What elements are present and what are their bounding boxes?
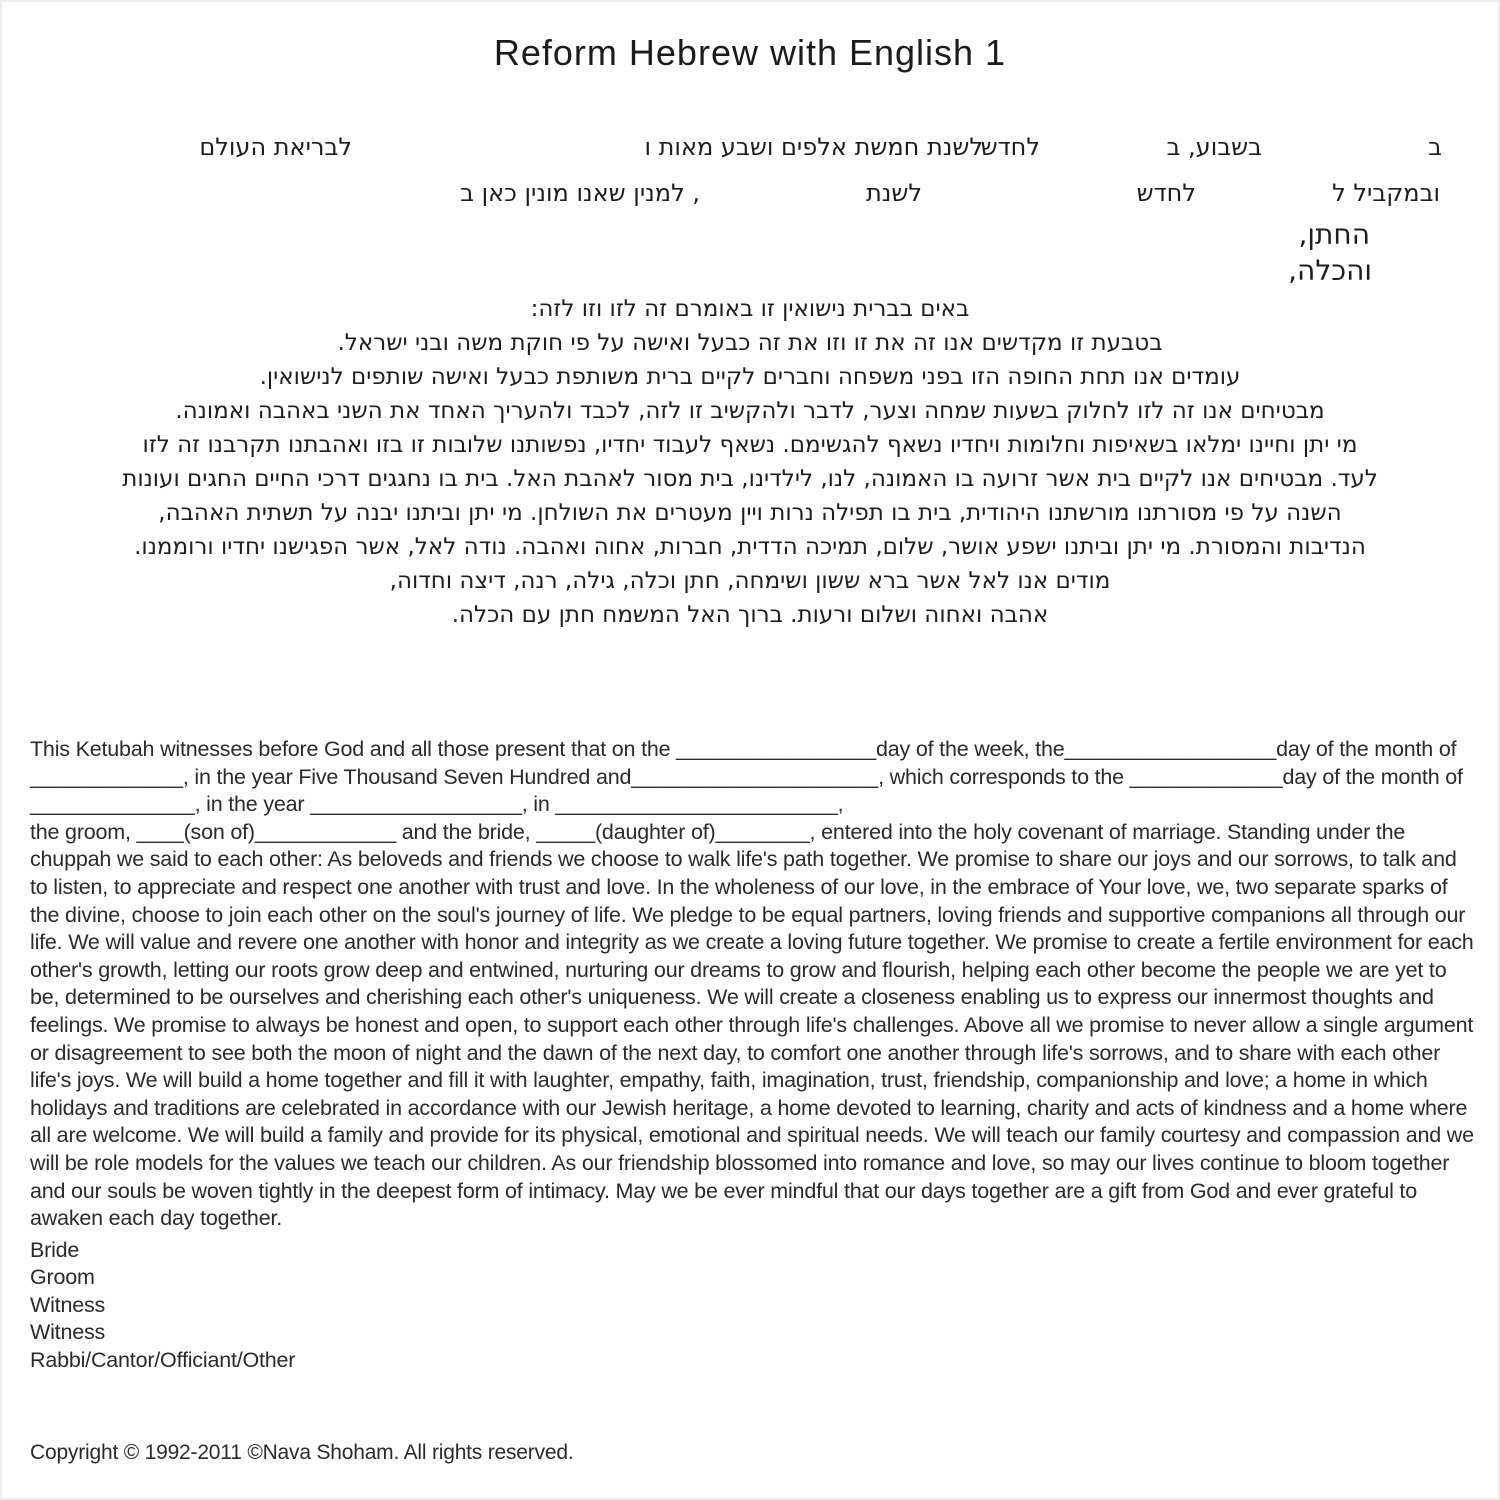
signature-label-officiant: Rabbi/Cantor/Officiant/Other bbox=[30, 1348, 296, 1373]
hebrew-text-line: הנדיבות והמסורת. מי יתן וביתנו ישפע אושר, שלום, תמיכה הדדית, חברות, אחוה ואהבה. נודה לאל, אשר הפגישנו יחדיו ורוממנו. bbox=[134, 534, 1366, 560]
hebrew-date-fragment-creation: לבריאת העולם bbox=[199, 133, 352, 161]
signature-label-witness-1: Witness bbox=[30, 1292, 106, 1317]
hebrew-date-fragment-corresponding: ובמקביל ל bbox=[1332, 179, 1440, 207]
english-intro-text: This Ketubah witnesses before God and all those present that on the _________________day of the week, the__________________day of the month of _____________, in the year Five Thousand Seven Hundred and_____________________, which corresponds to the _____________day of the month of ______________, in the year __________________, in ________________________, bbox=[30, 737, 1463, 817]
hebrew-text-line: בטבעת זו מקדשים אנו זה את זו וזו את זה כבעל ואישה על פי חוקת משה ובני ישראל. bbox=[337, 330, 1163, 356]
hebrew-bride-label: והכלה, bbox=[1288, 254, 1372, 287]
signature-block bbox=[30, 1237, 1474, 1375]
hebrew-text-line: מודים אנו לאל אשר ברא ששון ושימחה, חתן וכלה, גילה, רנה, דיצה וחדוה, bbox=[389, 568, 1111, 594]
signature-label-witness-2: Witness bbox=[30, 1320, 106, 1345]
hebrew-vows-paragraph bbox=[40, 292, 1460, 632]
hebrew-date-fragment-year-2: לשנת bbox=[865, 179, 922, 207]
hebrew-groom-label: החתן, bbox=[1298, 218, 1370, 251]
hebrew-text-line: אהבה ואחוה ושלום ורעות. ברוך האל המשמח חתן עם הכלה. bbox=[451, 602, 1049, 628]
hebrew-text-line: השנה על פי מסורתנו מורשתנו היהודית, בית בו תפילה נרות ויין מעטרים את השולחן. מי יתן וביתנו יבנה על תשתית האהבה, bbox=[158, 500, 1342, 526]
hebrew-date-fragment-month: לחדש bbox=[980, 133, 1040, 161]
hebrew-date-fragment-month-2: לחדש bbox=[1136, 179, 1196, 207]
hebrew-date-fragment-week: בשבוע, ב bbox=[1166, 133, 1262, 161]
hebrew-text-line: לעד. מבטיחים אנו לקיים בית אשר זרועה בו האמונה, לנו, לילדינו, בית מסור לאהבת האל. בית בו נחגגים דרכי החיים החגים ועונות bbox=[122, 466, 1378, 492]
hebrew-text-line: מי יתן וחיינו ימלאו בשאיפות וחלומות ויחדיו נשאף להגשימם. נשאף לעבוד יחדיו, נפשותנו שלובות זו בזו ואהבתנו תקרבנו זה לזו bbox=[142, 432, 1358, 458]
signature-label-groom: Groom bbox=[30, 1265, 95, 1290]
english-section bbox=[30, 736, 1474, 1375]
hebrew-date-fragment-day-prefix: ב bbox=[1428, 133, 1442, 161]
hebrew-text-line: באים בברית נישואין זו באומרם זה לזו וזו לזה: bbox=[530, 296, 970, 322]
signature-label-bride: Bride bbox=[30, 1237, 80, 1262]
hebrew-text-line: עומדים אנו תחת החופה הזו בפני משפחה וחברים לקיים ברית משותפת כבעל ואישה שותפים לנישואין. bbox=[259, 364, 1241, 390]
hebrew-text-line: מבטיחים אנו זה לזו לחלוק בשעות שמחה וצער, לדבר ולהקשיב זו לזה, לכבד ולהעריך האחד את השני באהבה ואמונה. bbox=[175, 398, 1325, 424]
english-body-text: the groom, ____(son of)____________ and the bride, _____(daughter of)________, entered into the holy covenant of marriage. Standing under the chuppah we said to each other: As beloveds and friends we choose to walk life's path together. We promise to share our joys and our sorrows, to talk and to listen, to appreciate and respect one another with trust and love. In the wholeness of our love, in the embrace of Your love, we, two separate sparks of the divine, choose to join each other on the soul's journey of life. We pledge to be equal partners, loving friends and supportive companions all through our life. We will value and revere one another with honor and integrity as we create a loving future together. We promise to create a fertile environment for each other's growth, letting our roots grow deep and entwined, nurturing our dreams to grow and flourish, helping each other become the people we are yet to be, determined to be ourselves and cherishing each other's uniqueness. We will create a closeness enabling us to express our innermost thoughts and feelings. We promise to always be honest and open, to support each other through life's challenges. Above all we promise to never allow a single argument or disagreement to see both the moon of night and the dawn of the next day, to comfort one another through life's sorrows, and to share with each other life's joys. We will build a home together and fill it with laughter, empathy, faith, imagination, trust, friendship, companionship and love; a home in which holidays and traditions are celebrated in accordance with our Jewish heritage, a home devoted to learning, charity and acts of kindness and a home where all are welcome. We will build a family and provide for its physical, emotional and spiritual needs. We will teach our family courtesy and compassion and we will be role models for the values we teach our children. As our friendship blossomed into romance and love, so may our lives continue to bloom together and our souls be woven tightly in the deepest form of intimacy. May we be ever mindful that our days together are a gift from God and ever grateful to awaken each day together. bbox=[30, 819, 1474, 1231]
hebrew-date-fragment-place: , למנין שאנו מונין כאן ב bbox=[460, 179, 700, 207]
copyright-notice: Copyright © 1992-2011 ©Nava Shoham. All rights reserved. bbox=[30, 1441, 574, 1464]
document-title: Reform Hebrew with English 1 bbox=[493, 32, 1007, 73]
hebrew-date-fragment-year: לשנת חמשת אלפים ושבע מאות ו bbox=[644, 133, 983, 161]
